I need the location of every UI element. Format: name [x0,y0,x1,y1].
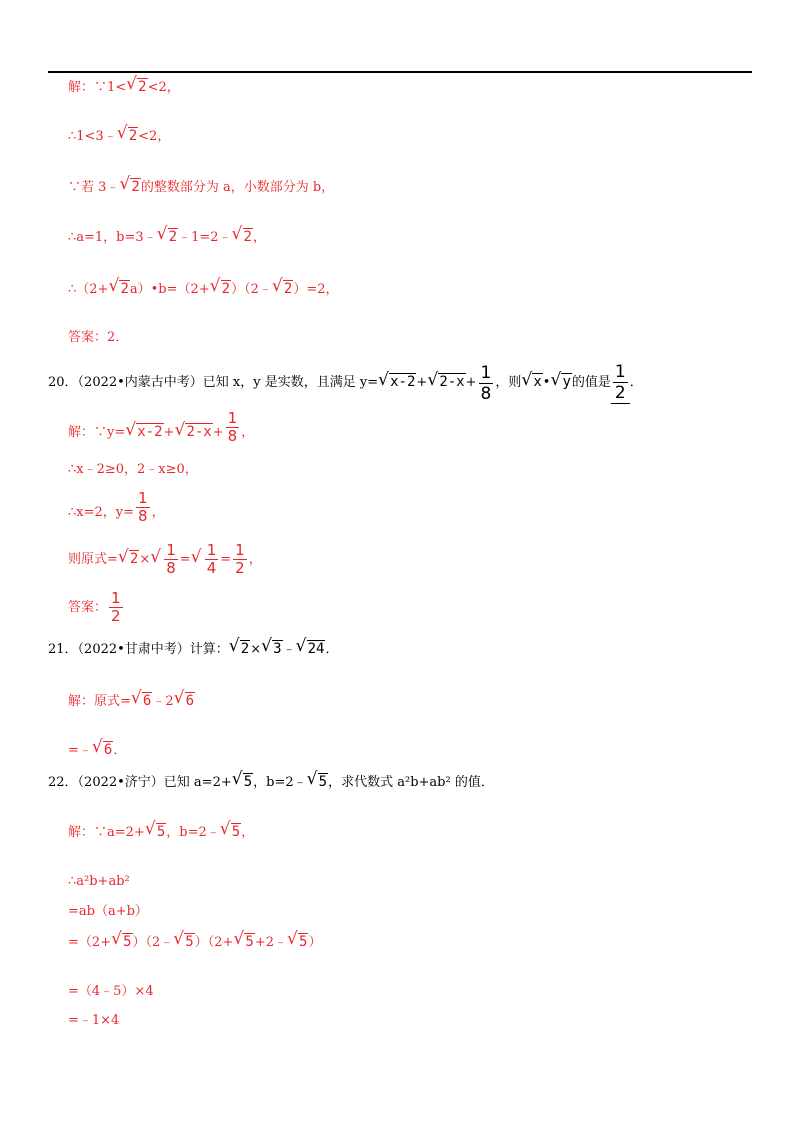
solution-line: ∴x=2，y= $\frac{1}{8}$ ， [68,489,165,525]
sqrt-expression: √ 2 [119,542,139,578]
sqrt-expression: √ 2 [211,280,231,299]
sqrt-expression: √ 6 [93,741,113,760]
fraction: √ $\frac{1}{8}$ [166,541,176,577]
solution-line: 解：原式=√ 6﹣2√ 6 [68,692,195,711]
sqrt-expression: √ 2-x [175,421,212,445]
solution-line: 则原式=√ 2× √ $\frac{1}{8}$ = √ $\frac{1}{4}$ = $\frac{1}{2}$ ， [68,542,262,578]
solution-line: 解：∵1<√ 2<2， [68,78,180,97]
fraction: $\frac{1}{2}$ [614,362,626,403]
solution-line: =（2+√ 5）（2﹣√ 5）（2+√ 5+2﹣√ 5） [68,933,321,952]
question-21: 21．（2022•甘肃中考）计算：√ 2×√ 3﹣√ 24． [48,640,338,659]
solution-line: ∴1<3﹣√ 2<2， [68,127,170,146]
sqrt-expression: √ x-2 [379,371,416,395]
fraction: $\frac{1}{2}$ [111,589,121,625]
solution-line: ∵若 3﹣√ 2的整数部分为 a，小数部分为 b， [68,178,334,197]
answer-blank [611,362,630,404]
solution-line: ∴a²b+ab² [68,874,130,889]
sqrt-expression: √ 3 [262,640,282,659]
fraction: $\frac{1}{8}$ [227,409,238,445]
sqrt-expression: √ 2 [118,127,138,146]
sqrt-expression: √ 24 [297,640,326,659]
sqrt-expression: √ 2-x [428,371,465,395]
sqrt-expression: √ 5 [146,823,166,842]
sqrt-expression: √ 5 [174,933,194,952]
sqrt-expression [192,542,221,578]
solution-line: =﹣1×4 [68,1013,120,1028]
sqrt-expression: √ x [522,371,542,395]
solution-line: =（4﹣5）×4 [68,984,154,999]
fraction: $\frac{1}{2}$ [235,541,245,577]
sqrt-expression: √ 2 [230,640,250,659]
fraction: $\frac{1}{8}$ [480,363,492,404]
solution-line: =﹣√ 6． [68,741,126,760]
solution-line: ∴a=1，b=3﹣√ 2﹣1=2﹣√ 2， [68,228,266,247]
sqrt-expression: √ 5 [234,933,254,952]
question-22: 22．（2022•济宁）已知 a=2+√ 5，b=2﹣√ 5，求代数式 a²b+ab² 的值． [48,773,494,792]
sqrt-expression: √ 5 [221,823,241,842]
solution-line: ∴x﹣2≥0，2﹣x≥0， [68,462,198,477]
solution-line: =ab（a+b） [68,904,148,919]
sqrt-expression: √ 2 [127,78,147,97]
solution-line: ∴（2+√ 2a）•b=（2+√ 2）（2﹣√ 2）=2， [68,280,339,299]
sqrt-expression: √ 2 [120,178,140,197]
question-20: 20．（2022•内蒙古中考）已知 x，y 是实数，且满足 y=√ x-2+√ 2-x+ $\frac{1}{8}$ ，则√ x•√ y的值是 $\frac{1}{2}$ ． [48,362,643,404]
sqrt-expression: √ 5 [233,773,253,792]
sqrt-expression: √ 2 [273,280,293,299]
sqrt-expression: √ 5 [288,933,308,952]
sqrt-expression: √ 5 [308,773,328,792]
answer-line: 答案： $\frac{1}{2}$ [68,589,121,625]
sqrt-expression: √ y [551,371,571,395]
sqrt-expression: √ 2 [158,228,178,247]
sqrt-expression: √ 5 [112,933,132,952]
solution-line: 解：∵a=2+√ 5，b=2﹣√ 5， [68,823,254,842]
sqrt-expression: √ 2 [109,280,129,299]
sqrt-expression: √ 6 [132,692,152,711]
answer-line: 答案：2． [68,330,129,345]
solution-line: 解：∵y=√ x-2+√ 2-x+ $\frac{1}{8}$ ， [68,410,254,445]
fraction: √ $\frac{1}{4}$ [206,541,217,577]
sqrt-expression: √ 2 [233,228,253,247]
sqrt-expression: √ x-2 [126,421,163,445]
sqrt-expression: √ 6 [175,692,195,711]
header-rule [48,71,752,73]
sqrt-expression [151,542,180,578]
fraction: $\frac{1}{8}$ [138,489,148,525]
